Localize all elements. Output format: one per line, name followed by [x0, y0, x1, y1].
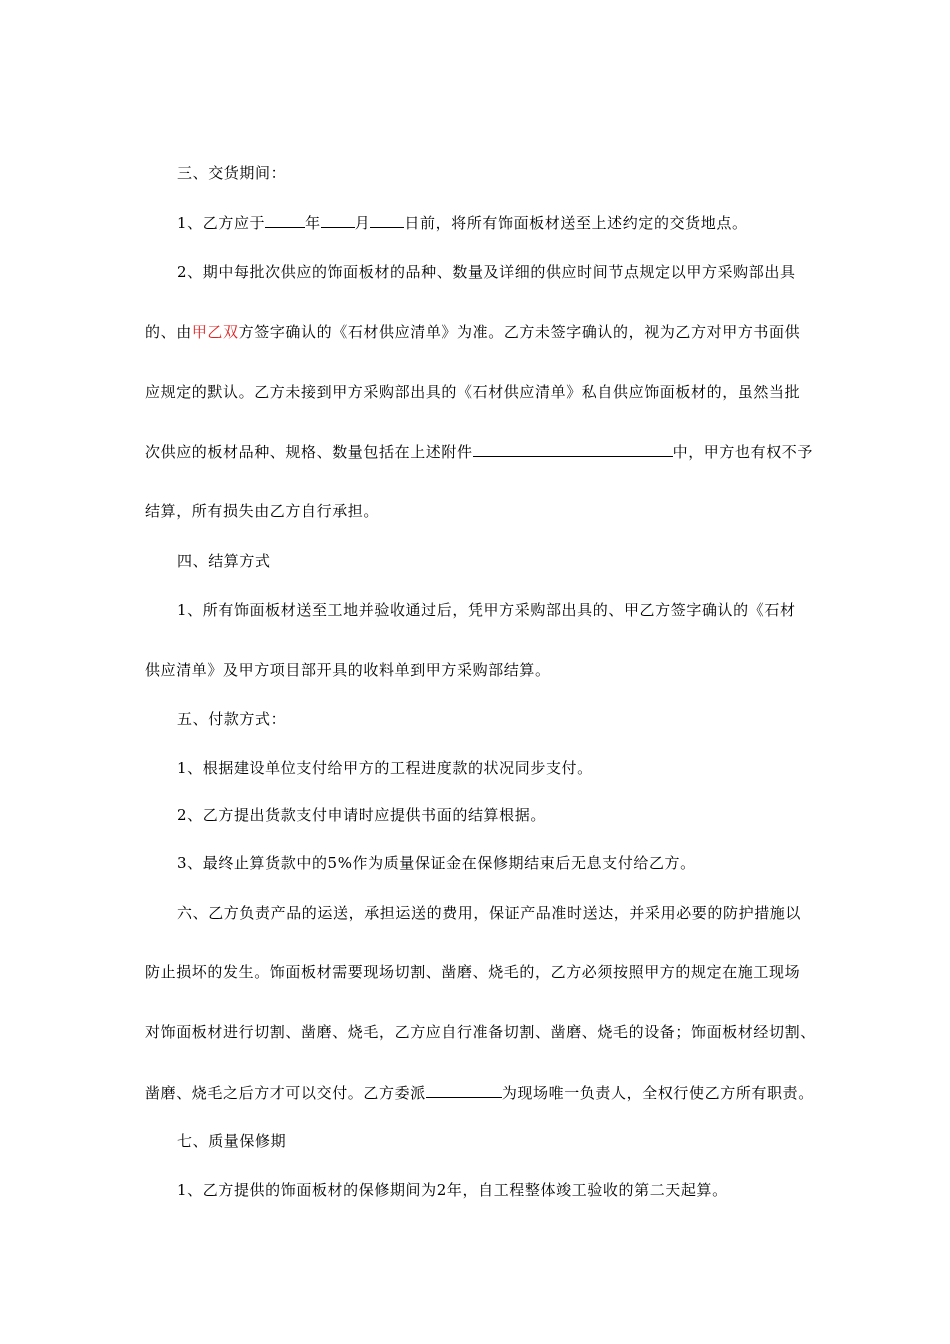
text-segment: 为现场唯一负责人，全权行使乙方所有职责。 — [501, 1084, 814, 1102]
blank-month-field — [321, 212, 355, 228]
text-segment: 年 — [305, 214, 321, 232]
blank-attachment-field — [473, 441, 673, 457]
text-segment: 次供应的板材品种、规格、数量包括在上述附件 — [145, 443, 473, 461]
text-segment: 方签字确认的《石材供应清单》为准。乙方未签字确认的，视为乙方对甲方书面供 — [238, 323, 801, 341]
section-7-heading: 七、质量保修期 — [177, 1132, 287, 1150]
blank-year-field — [265, 212, 305, 228]
section-4-clause-1-line-2: 供应清单》及甲方项目部开具的收料单到甲方采购部结算。 — [145, 661, 551, 679]
section-3-clause-2-line-4 — [145, 441, 813, 462]
text-segment: 日前，将所有饰面板材送至上述约定的交货地点。 — [404, 214, 748, 232]
section-7-clause-1: 1、乙方提供的饰面板材的保修期间为2年，自工程整体竣工验收的第二天起算。 — [177, 1181, 728, 1199]
highlighted-text: 甲乙双 — [191, 323, 239, 341]
section-5-clause-2: 2、乙方提出货款支付申请时应提供书面的结算根据。 — [177, 806, 546, 824]
section-4-heading: 四、结算方式 — [177, 552, 271, 570]
section-3-heading: 三、交货期间： — [177, 164, 287, 182]
section-3-clause-1 — [177, 212, 748, 233]
text-segment: 凿磨、烧毛之后方才可以交付。乙方委派 — [145, 1084, 426, 1102]
blank-day-field — [370, 212, 404, 228]
section-3-clause-2-line-1: 2、期中每批次供应的饰面板材的品种、数量及详细的供应时间节点规定以甲方采购部出具 — [177, 263, 796, 281]
section-3-clause-2-line-3: 应规定的默认。乙方未接到甲方采购部出具的《石材供应清单》私自供应饰面板材的，虽然当批 — [145, 383, 801, 401]
section-5-clause-3: 3、最终止算货款中的5%作为质量保证金在保修期结束后无息支付给乙方。 — [177, 854, 696, 872]
section-3-clause-2-line-5: 结算，所有损失由乙方自行承担。 — [145, 502, 380, 520]
section-3-clause-2-line-2 — [145, 322, 800, 342]
text-segment: 中，甲方也有权不予 — [672, 443, 814, 461]
blank-responsible-person-field — [426, 1082, 502, 1098]
section-4-clause-1-line-1: 1、所有饰面板材送至工地并验收通过后，凭甲方采购部出具的、甲乙方签字确认的《石材 — [177, 601, 796, 619]
section-6-line-4 — [145, 1082, 814, 1103]
text-segment: 1、乙方应于 — [177, 214, 266, 232]
section-6-line-2: 防止损坏的发生。饰面板材需要现场切割、凿磨、烧毛的，乙方必须按照甲方的规定在施工现场 — [145, 963, 801, 981]
text-segment: 的、由 — [145, 323, 192, 341]
text-segment: 月 — [354, 214, 371, 232]
section-6-line-1: 六、乙方负责产品的运送，承担运送的费用，保证产品准时送达，并采用必要的防护措施以 — [177, 904, 802, 922]
section-5-heading: 五、付款方式： — [177, 710, 287, 728]
section-5-clause-1: 1、根据建设单位支付给甲方的工程进度款的状况同步支付。 — [177, 759, 593, 777]
section-6-line-3: 对饰面板材进行切割、凿磨、烧毛，乙方应自行准备切割、凿磨、烧毛的设备；饰面板材经切割、 — [145, 1023, 816, 1041]
